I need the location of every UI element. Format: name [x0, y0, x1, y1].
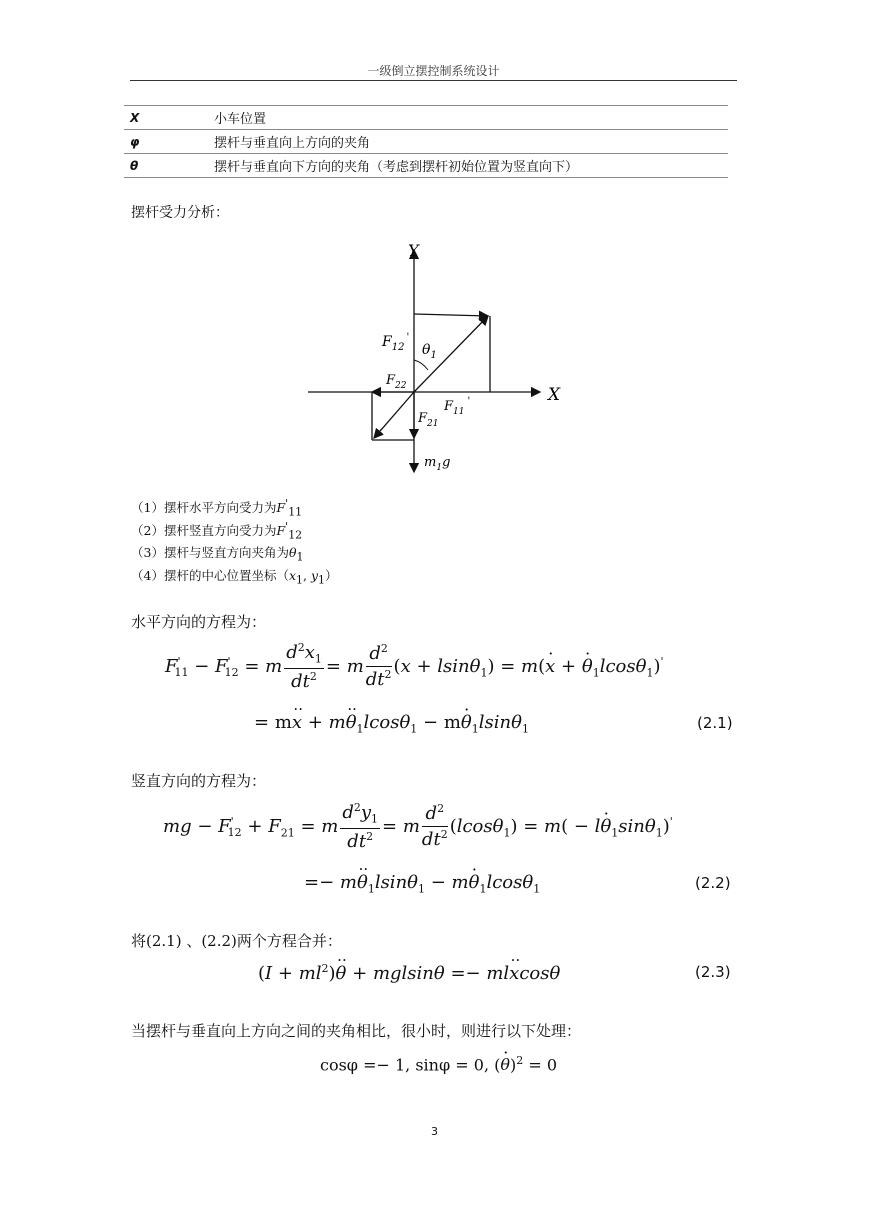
force-diagram	[300, 238, 580, 478]
desc-cell: 摆杆与垂直向下方向的夹角（考虑到摆杆初始位置为竖直向下）	[208, 154, 728, 178]
equation-number-2-1: (2.1)	[697, 714, 733, 732]
equation-2-2-line2: =− $m\theta \cdot\cdot_1lsin\theta_1 - m\theta \cdot_1lcos\theta_1$	[304, 872, 540, 896]
theta1-label: $\theta_1$	[422, 342, 437, 361]
table-row	[124, 130, 728, 154]
theta-arc	[414, 360, 428, 370]
mg-label: $m_1g$	[424, 455, 451, 473]
top-force-arrow	[414, 314, 488, 316]
table-row	[124, 154, 728, 178]
approx-intro: 当摆杆与垂直向上方向之间的夹角相比，很小时，则进行以下处理：	[131, 1022, 582, 1040]
equation-number-2-3: (2.3)	[695, 963, 731, 981]
equation-2-1-line2: = mx ·· + $m\theta \cdot\cdot_1lcos\theta_1 - m\theta \cdot_1lsin\theta_1$	[254, 712, 529, 736]
y-axis-label: Y	[408, 241, 419, 260]
f22-label: $F_{22}$	[386, 373, 407, 391]
vertical-intro: 竖直方向的方程为：	[131, 772, 267, 790]
symbol-table	[124, 105, 728, 178]
f21-label: $F_{21}$	[418, 411, 439, 429]
list-item: （4）摆杆的中心位置坐标（$x_1$, $y_1$）	[131, 568, 338, 587]
symbol-cell: X	[124, 106, 208, 130]
equation-2-3: $(I + ml^2)\theta$ ·· + mglsinθ =− mlx ··cosθ	[258, 962, 560, 984]
symbol-cell: θ	[124, 154, 208, 178]
equation-2-2-line1: mg − $F'_{12} + F_{21} = m$ $\frac{d^2y_1}{dt^2}$ = m $\frac{d^2}{dt^2}$ $(lcos\theta_1) = m( - l\theta \cdot_1\sin\theta_1)'$	[163, 802, 673, 851]
table-row	[124, 106, 728, 130]
desc-cell: 小车位置	[208, 106, 728, 130]
header-rule	[130, 80, 737, 81]
f11-label: $F_{11}'$	[444, 396, 471, 417]
list-item: （1）摆杆水平方向受力为$F'_{11}$	[131, 497, 303, 519]
f12-label: $F_{12}'$	[382, 332, 410, 353]
page-number: 3	[431, 1125, 438, 1138]
equation-number-2-2: (2.2)	[695, 874, 731, 892]
rod-lower	[374, 392, 414, 438]
page-header: 一级倒立摆控制系统设计	[367, 64, 500, 78]
desc-cell: 摆杆与垂直向上方向的夹角	[208, 130, 728, 154]
horizontal-intro: 水平方向的方程为：	[131, 613, 267, 631]
x-axis-label: X	[548, 385, 561, 405]
force-analysis-heading: 摆杆受力分析：	[131, 205, 229, 221]
symbol-cell: φ	[124, 130, 208, 154]
approximation-equation: cosφ =− 1, sinφ = 0, $(\theta \cdot)^2 = 0$	[320, 1054, 557, 1074]
equation-2-1-line1: $F'_{11} - F'_{12} = m$ $\frac{d^2x_1}{dt^2}$ = m $\frac{d^2}{dt^2}$ (x + lsinθ$_1$) = m(x · + $\theta \cdot_1lcos\theta_1)'$	[165, 642, 664, 691]
list-item: （3）摆杆与竖直方向夹角为$\theta_1$	[131, 545, 304, 564]
list-item: （2）摆杆竖直方向受力为$F'_{12}$	[131, 520, 303, 542]
merge-intro: 将(2.1) 、(2.2)两个方程合并：	[131, 932, 342, 950]
